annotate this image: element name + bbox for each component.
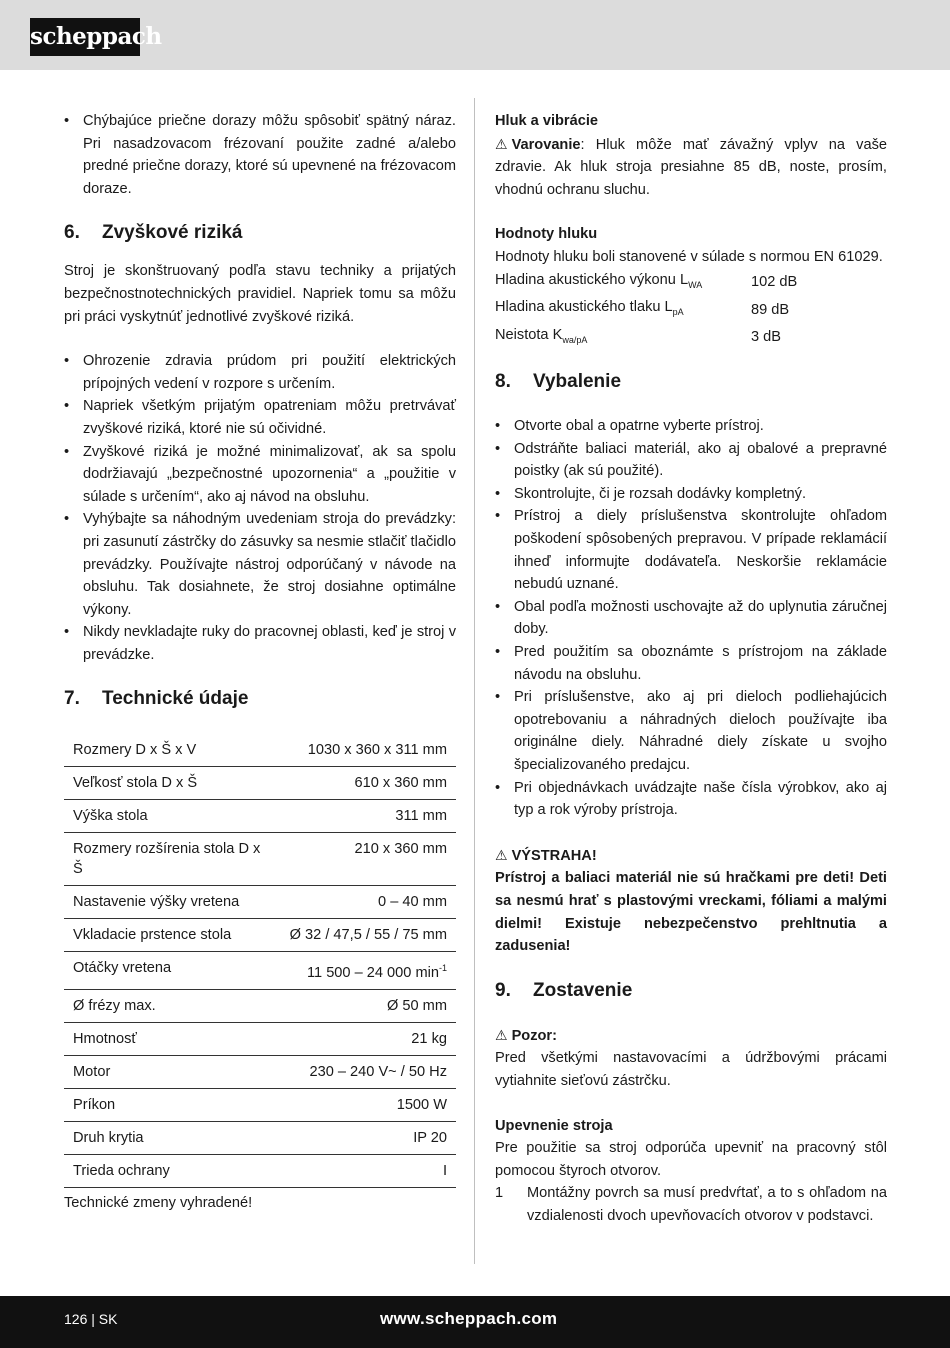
- noise-value: 3 dB: [751, 329, 782, 346]
- table-row: [64, 990, 456, 1023]
- list-item: • Obal podľa možnosti uschovajte až do uplynutia záručnej doby.: [495, 596, 887, 641]
- noise-label: [495, 269, 751, 297]
- spec-value: 210 x 360 mm: [354, 841, 447, 858]
- spec-label: Výška stola: [73, 808, 148, 825]
- table-row: [64, 1089, 456, 1122]
- noise-value: 102 dB: [751, 274, 798, 291]
- list-item: • Pri príslušenstve, ako aj pri dieloch podliehajúcich opotrebovaniu a náhradných dieloch používajte iba originálne diely. Náhradné diely získate u svojho špecializovaného predajcu.: [495, 686, 887, 776]
- noise-label-text: Hladina akustického tlaku L: [495, 299, 673, 316]
- table-row: [64, 833, 456, 886]
- step-number: 1: [495, 1185, 504, 1202]
- technical-data-table: [64, 734, 456, 1188]
- rpm-value: 11 500 – 24 000 min: [306, 965, 439, 982]
- spec-label: Príkon: [73, 1097, 116, 1114]
- table-row: [64, 734, 456, 767]
- spec-value: 21 kg: [411, 1031, 447, 1048]
- mounting-step: [495, 1182, 887, 1227]
- section-title: Zvyškové riziká: [102, 222, 243, 244]
- noise-label-text: Hladina akustického výkonu L: [495, 271, 689, 288]
- table-row: [64, 1122, 456, 1155]
- page-number: 126 | SK: [64, 1311, 118, 1327]
- table-row: [64, 1023, 456, 1056]
- section-title: Zostavenie: [533, 979, 633, 1001]
- spec-label: Otáčky vretena: [73, 960, 172, 977]
- spec-label: Vkladacie prstence stola: [73, 927, 232, 944]
- section-number: 7.: [64, 688, 80, 710]
- spec-value: IP 20: [413, 1130, 447, 1147]
- noise-subscript: wa/pA: [562, 334, 588, 345]
- section-7-heading: [64, 686, 456, 712]
- section-number: 9.: [495, 979, 511, 1001]
- unpacking-list: [495, 415, 887, 822]
- list-item: • Nikdy nevkladajte ruky do pracovnej oblasti, keď je stroj v prevádzke.: [64, 621, 456, 666]
- noise-label: [495, 296, 751, 324]
- header-band: [0, 0, 950, 70]
- spec-value: I: [442, 1163, 447, 1180]
- noise-subscript: WA: [688, 279, 703, 290]
- spec-label: Veľkosť stola D x Š: [73, 775, 198, 792]
- table-row: [495, 324, 797, 352]
- list-item: • Zvyškové riziká je možné minimalizovať, ak sa spolu dodržiavajú „bezpečnostné upozornenia“ a „použitie v súlade s určením“, ako aj návod na obsluhu.: [64, 441, 456, 509]
- section-number: 8.: [495, 371, 511, 393]
- mounting-heading: Upevnenie stroja: [495, 1117, 613, 1134]
- spec-label: Druh krytia: [73, 1130, 144, 1147]
- warning-triangle-icon: ⚠: [495, 1026, 508, 1043]
- list-item: • Prístroj a diely príslušenstva skontrolujte ohľadom poškodení spôsobených prepravou. V prípade reklamácií ihneď informujte dodávateľa. Neskoršie reklamácie nebudú uznané.: [495, 505, 887, 595]
- child-warning-heading: [495, 844, 887, 868]
- noise-label: [495, 324, 751, 352]
- noise-label-text: Neistota K: [495, 326, 563, 343]
- list-item: • Otvorte obal a opatrne vyberte prístroj.: [495, 415, 887, 438]
- spec-label: Motor: [73, 1064, 111, 1081]
- spec-value: Ø 32 / 47,5 / 55 / 75 mm: [289, 927, 447, 944]
- spec-label: Hmotnosť: [73, 1031, 137, 1048]
- caution-text: Pred všetkými nastavovacími a údržbovými prácami vytiahnite sieťovú zástrčku.: [495, 1050, 887, 1089]
- table-row: [495, 296, 797, 324]
- table-row: [64, 886, 456, 919]
- spec-value: Ø 50 mm: [386, 998, 447, 1015]
- spec-label: Nastavenie výšky vretena: [73, 894, 240, 911]
- table-row: [495, 269, 797, 297]
- spec-label: Ø frézy max.: [73, 998, 156, 1015]
- warning-text: : Hluk môže mať závažný vplyv na vaše zdravie. Ak hluk stroja presiahne 85 dB, noste, prosím, vhodnú ochranu sluchu.: [495, 136, 887, 198]
- section-9-heading: [495, 978, 887, 1004]
- list-item: • Napriek všetkým prijatým opatreniam môžu pretrvávať zvyškové riziká, ktoré nie sú očividné.: [64, 395, 456, 440]
- spec-label: Rozmery D x Š x V: [73, 742, 197, 759]
- list-item: • Chýbajúce priečne dorazy môžu spôsobiť spätný náraz. Pri nasadzovacom frézovaní použite zadné a/alebo predné priečne dorazy, ktoré sú upevnené na frézovacom doraze.: [64, 110, 456, 200]
- spec-label: Trieda ochrany: [73, 1163, 170, 1180]
- spec-value: 230 – 240 V~ / 50 Hz: [309, 1064, 447, 1081]
- list-item: • Ohrozenie zdravia prúdom pri použití elektrických prípojných vedení v rozpore s určením.: [64, 350, 456, 395]
- scheppach-logo: scheppach: [30, 18, 140, 56]
- intro-list: [64, 110, 456, 200]
- section-number: 6.: [64, 222, 80, 244]
- warning-triangle-icon: ⚠: [495, 846, 508, 863]
- residual-risks-list: [64, 350, 456, 666]
- child-warning-text: Prístroj a baliaci materiál nie sú hračkami pre deti! Deti sa nesmú hrať s plastovými vreckami, fóliami a malými dielmi! Existuje nebezpečenstvo prehltnutia a zadusenia!: [495, 870, 887, 955]
- technical-changes-note: Technické zmeny vyhradené!: [64, 1195, 253, 1212]
- section-title: Technické údaje: [102, 688, 249, 710]
- spec-value: 311 mm: [395, 808, 447, 825]
- warning-triangle-icon: ⚠: [495, 135, 508, 152]
- noise-values-heading: Hodnoty hluku: [495, 226, 598, 243]
- rpm-exponent: -1: [438, 963, 447, 974]
- noise-subscript: pA: [672, 306, 684, 317]
- table-row: [64, 1056, 456, 1089]
- noise-warning: [495, 133, 887, 202]
- list-item: • Skontrolujte, či je rozsah dodávky kompletný.: [495, 483, 887, 506]
- mounting-text: Pre použitie sa stroj odporúča upevniť na pracovný stôl pomocou štyroch otvorov.: [495, 1140, 887, 1179]
- noise-values-table: [495, 269, 797, 352]
- residual-risks-paragraph: Stroj je skonštruovaný podľa stavu techniky a prijatých bezpečnostnotechnických pravidiel. Napriek tomu sa môžu pri práci vyskytnúť jednotlivé zvyškové riziká.: [64, 263, 456, 325]
- list-item: • Odstráňte baliaci materiál, ako aj obalové a prepravné poistky (ak sú použité).: [495, 438, 887, 483]
- table-row: [64, 1155, 456, 1188]
- caution-heading: [495, 1024, 887, 1048]
- list-item: • Pred použitím sa oboznámte s prístrojom na základe návodu na obsluhu.: [495, 641, 887, 686]
- table-row: [64, 919, 456, 952]
- column-divider: [474, 98, 475, 1264]
- spec-value: 610 x 360 mm: [354, 775, 447, 792]
- noise-values-intro: Hodnoty hluku boli stanovené v súlade s normou EN 61029.: [495, 248, 883, 265]
- website-link[interactable]: www.scheppach.com: [380, 1309, 558, 1328]
- right-column: [495, 110, 887, 1227]
- left-column: [64, 110, 456, 1215]
- table-row: [64, 767, 456, 800]
- section-title: Vybalenie: [533, 371, 622, 393]
- section-6-heading: [64, 220, 456, 246]
- caution-title: Pozor:: [511, 1027, 557, 1044]
- spec-value: 0 – 40 mm: [378, 894, 447, 911]
- section-8-heading: [495, 369, 887, 395]
- table-row: [64, 800, 456, 833]
- list-item: • Vyhýbajte sa náhodným uvedeniam stroja do prevádzky: pri zasunutí zástrčky do zásuvky sa nesmie stlačiť tlačidlo prevádzky. Používajte nástroj odporúčaný v návode na obsluhu. Tak dosiahnete, že stroj dosiahne optimálne výkony.: [64, 508, 456, 621]
- spec-label: Rozmery rozšírenia stola D x Š: [73, 841, 261, 878]
- spec-value: [281, 952, 456, 990]
- noise-value: 89 dB: [751, 301, 790, 318]
- warning-title: VÝSTRAHA!: [511, 847, 597, 864]
- spec-value: 1500 W: [396, 1097, 447, 1114]
- list-item: • Pri objednávkach uvádzajte naše čísla výrobkov, ako aj typ a rok výroby prístroja.: [495, 777, 887, 822]
- spec-value: 1030 x 360 x 311 mm: [307, 742, 447, 759]
- noise-heading: Hluk a vibrácie: [495, 113, 599, 129]
- warning-label: Varovanie: [511, 136, 581, 153]
- table-row: [64, 952, 456, 990]
- step-text: Montážny povrch sa musí predvŕtať, a to s ohľadom na vzdialenosti dvoch upevňovacích otvorov v podstavci.: [527, 1185, 887, 1224]
- footer-bar: [0, 1296, 950, 1348]
